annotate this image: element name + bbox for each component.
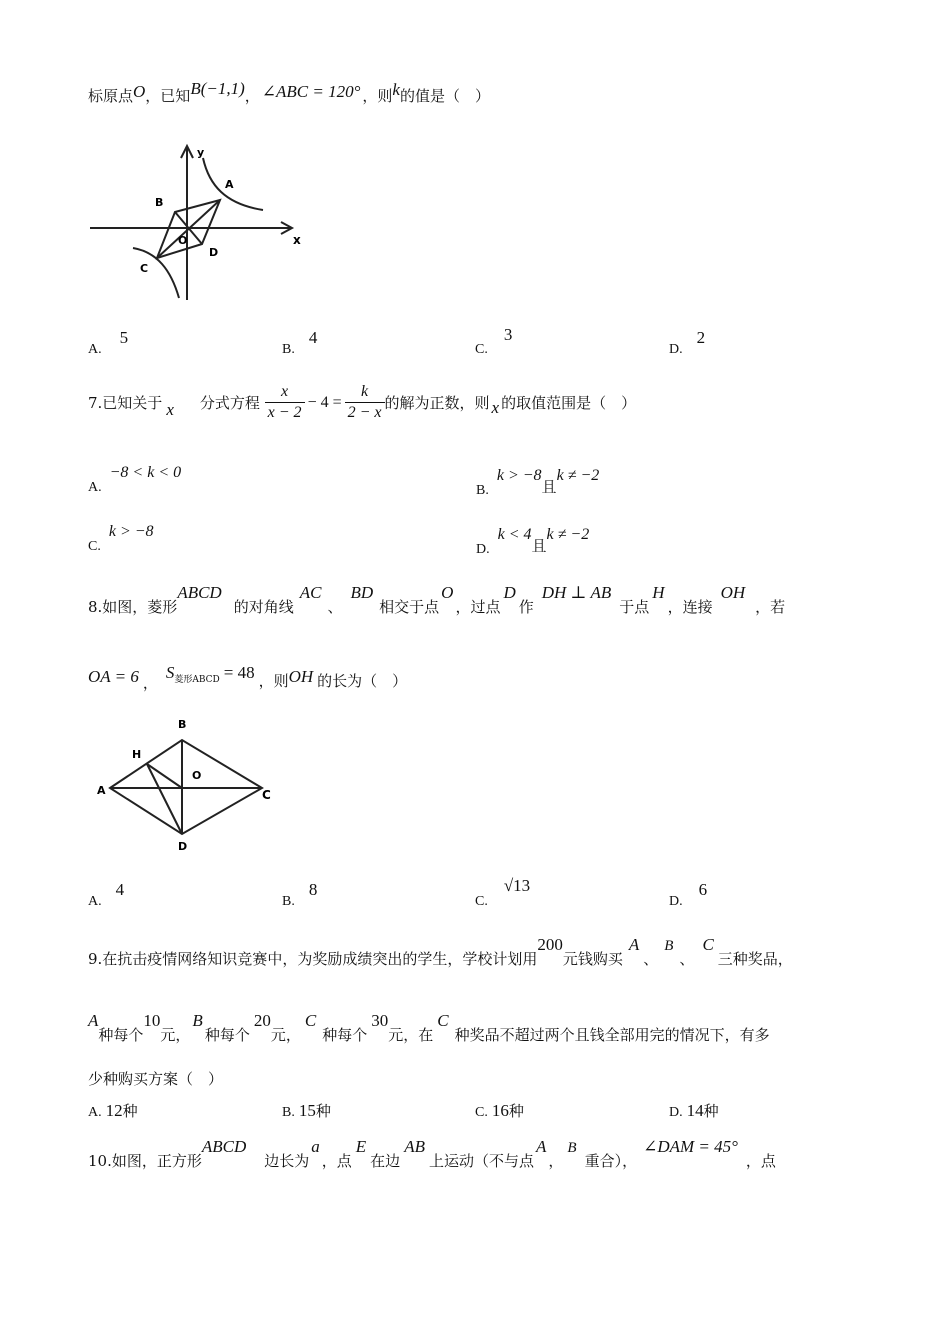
q10-angle: ∠DAM = 45° <box>643 1137 738 1156</box>
q9-option-c-value: 16 <box>491 1101 509 1120</box>
q7-option-b-extra: k ≠ −2 <box>556 467 600 484</box>
q8-text-6: ，连接 <box>667 598 713 616</box>
q6-option-d[interactable] <box>669 328 706 357</box>
q9-option-a[interactable] <box>88 1100 138 1121</box>
q10-e: E <box>355 1137 367 1156</box>
q6-label-x: x <box>293 233 301 247</box>
q7-option-d[interactable] <box>476 523 590 557</box>
q9-option-a-unit: 种 <box>122 1102 138 1120</box>
q8-figure <box>92 710 277 860</box>
q7-option-b[interactable] <box>476 464 600 498</box>
q9-a-2: A <box>88 1011 99 1030</box>
q9-option-b-letter: B. <box>282 1105 295 1120</box>
q9-prefix: 9.在抗击疫情网络知识竞赛中，为奖励成绩突出的学生，学校计划用 <box>88 950 538 968</box>
q6-text-3: ，则 <box>362 87 393 105</box>
q7-option-a[interactable] <box>88 464 182 495</box>
q6-text-2: ，已知 <box>145 87 191 105</box>
q6-option-c[interactable] <box>475 325 513 357</box>
q9-text-8: 元，在 <box>388 1026 434 1044</box>
q9-c: C <box>702 935 714 954</box>
q9-a: A <box>628 935 640 954</box>
q10-text-6: ，点 <box>745 1152 776 1170</box>
q9-question-line-2 <box>88 1010 770 1044</box>
q6-option-b-value: 4 <box>308 328 318 347</box>
q8-text-9: 的长为（ ） <box>317 672 408 690</box>
q7-option-d-extra: k ≠ −2 <box>546 526 590 543</box>
q10-text-1: 边长为 <box>264 1152 310 1170</box>
q6-option-c-letter: C. <box>475 342 488 357</box>
q7-option-d-letter: D. <box>476 542 490 557</box>
q8-option-b[interactable] <box>282 880 318 909</box>
q8-option-d-value: 6 <box>698 880 708 899</box>
q7-mid: − 4 = <box>307 393 342 411</box>
q9-text-10: 少种购买方案（ ） <box>88 1070 224 1088</box>
q9-text-5: 种每个 <box>204 1026 250 1044</box>
q8-option-b-value: 8 <box>308 880 318 899</box>
q9-text-3: 种每个 <box>98 1026 144 1044</box>
q8-option-a-letter: A. <box>88 894 102 909</box>
q7-option-c-expr: k > −8 <box>108 523 154 540</box>
q7-fraction-2 <box>345 382 385 423</box>
q8-option-a[interactable] <box>88 880 125 909</box>
q8-oa: OA = 6 <box>88 667 139 686</box>
q9-text-4: 元， <box>160 1026 191 1044</box>
q10-comma: ， <box>548 1152 564 1170</box>
q10-text-5: 重合）， <box>584 1152 638 1170</box>
q6-option-d-value: 2 <box>696 328 706 347</box>
q8-option-c-letter: C. <box>475 894 488 909</box>
q6-point-b: B(−1,1) <box>190 79 245 98</box>
q9-option-a-letter: A. <box>88 1105 102 1120</box>
q6-point-o: O <box>133 82 146 101</box>
q8-s-val: = 48 <box>223 663 255 682</box>
q7-prefix: 7.已知关于 <box>88 394 163 412</box>
q8-s: S <box>165 663 175 682</box>
q8-h: H <box>652 583 665 602</box>
q8-label-h: H <box>132 748 142 761</box>
q9-option-b[interactable] <box>282 1100 331 1121</box>
q7-text-1: 分式方程 <box>199 394 260 412</box>
q8-text-3: ，过点 <box>455 598 501 616</box>
q8-s-sub: 菱形ABCD <box>174 675 220 685</box>
q9-text-7: 种每个 <box>322 1026 368 1044</box>
q7-text-2: 的解为正数，则 <box>384 394 490 412</box>
q8-abcd: ABCD <box>177 583 222 602</box>
q9-price-c: 30 <box>371 1011 389 1030</box>
q9-option-d-unit: 种 <box>703 1102 719 1120</box>
q6-k: k <box>392 80 400 99</box>
q6-option-c-value: 3 <box>503 325 513 344</box>
q9-question-line-3 <box>88 1068 223 1089</box>
q6-text-1: 标原点 <box>88 87 134 105</box>
q9-option-b-value: 15 <box>298 1101 316 1120</box>
q6-figure <box>85 140 310 305</box>
q7-frac1-den: x − 2 <box>267 404 302 421</box>
q10-ab: AB <box>404 1137 425 1156</box>
q8-option-d[interactable] <box>669 880 708 909</box>
q8-oh-2: OH <box>288 667 314 686</box>
q8-label-o: O <box>192 769 202 782</box>
q9-text-2: 三种奖品， <box>717 950 793 968</box>
q7-option-d-expr: k < 4 <box>497 526 532 543</box>
q8-option-c-value: √13 <box>503 876 531 895</box>
q6-option-b-letter: B. <box>282 342 295 357</box>
q9-option-d[interactable] <box>669 1100 719 1121</box>
q7-option-a-letter: A. <box>88 480 102 495</box>
q8-text-4: 作 <box>518 598 534 616</box>
q8-question-line-2 <box>88 662 408 692</box>
q10-text-4: 上运动（不与点 <box>428 1152 534 1170</box>
q9-option-c-letter: C. <box>475 1105 488 1120</box>
q9-money: 200 <box>537 935 563 954</box>
q8-sep: 、 <box>327 598 343 616</box>
q9-price-a: 10 <box>143 1011 161 1030</box>
q9-sep-2: 、 <box>679 950 695 968</box>
q7-var-x-2: x <box>491 397 500 417</box>
q7-option-b-and: 且 <box>541 478 557 496</box>
q8-label-d: D <box>178 840 188 853</box>
q6-option-a-value: 5 <box>119 328 129 347</box>
q8-text-7: ，若 <box>755 598 786 616</box>
q7-frac2-den: 2 − x <box>347 404 382 421</box>
q9-text-6: 元， <box>270 1026 301 1044</box>
q9-option-d-value: 14 <box>686 1101 704 1120</box>
q6-option-b[interactable] <box>282 328 318 357</box>
q7-text-3: 的取值范围是（ ） <box>501 394 637 412</box>
q7-option-c[interactable] <box>88 523 154 554</box>
q6-comma: ， <box>244 87 260 105</box>
q8-o: O <box>441 583 454 602</box>
q9-price-b: 20 <box>253 1011 271 1030</box>
q6-text-4: 的值是（ ） <box>399 87 490 105</box>
q7-question-line <box>88 382 636 423</box>
q10-text-3: 在边 <box>370 1152 401 1170</box>
q9-option-c[interactable] <box>475 1100 524 1121</box>
q6-label-y: y <box>197 146 205 159</box>
q10-prefix: 10.如图，正方形 <box>88 1152 202 1170</box>
q8-option-a-value: 4 <box>115 880 125 899</box>
q6-option-a-letter: A. <box>88 342 102 357</box>
q8-text-2: 相交于点 <box>379 598 440 616</box>
q8-label-a: A <box>97 784 106 797</box>
q7-option-d-and: 且 <box>531 537 547 555</box>
q9-b: B <box>664 938 674 954</box>
q10-text-2: ，点 <box>321 1152 352 1170</box>
q7-option-a-expr: −8 < k < 0 <box>109 464 182 481</box>
q7-option-b-expr: k > −8 <box>496 467 542 484</box>
q7-var-x: x <box>166 399 174 419</box>
q10-question-line <box>88 1136 776 1170</box>
q6-label-c: C <box>140 262 149 275</box>
q7-option-c-letter: C. <box>88 539 101 554</box>
q6-angle: ∠ABC = 120° <box>261 82 361 101</box>
q7-option-b-letter: B. <box>476 483 489 498</box>
q9-option-b-unit: 种 <box>315 1102 331 1120</box>
q8-label-c: C <box>262 788 271 802</box>
q6-label-b: B <box>155 196 164 209</box>
q6-label-d: D <box>209 246 219 259</box>
q6-option-d-letter: D. <box>669 342 683 357</box>
q9-c-3: C <box>437 1011 449 1030</box>
q9-text-9: 种奖品不超过两个且钱全部用完的情况下，有多 <box>454 1026 770 1044</box>
q9-option-c-unit: 种 <box>508 1102 524 1120</box>
q9-text-1: 元钱购买 <box>562 950 623 968</box>
q9-b-2: B <box>192 1011 203 1030</box>
q10-point-b: B <box>567 1140 577 1156</box>
q8-text-5: 于点 <box>619 598 650 616</box>
q7-frac1-num: x <box>265 382 305 403</box>
q8-comma: ， <box>142 674 158 692</box>
q10-abcd: ABCD <box>201 1137 247 1156</box>
q9-sep-1: 、 <box>643 950 659 968</box>
q6-question-line <box>88 79 490 106</box>
q8-question-line-1 <box>88 582 786 616</box>
q8-ac: AC <box>299 583 322 602</box>
q8-bd: BD <box>350 583 374 602</box>
q7-frac2-num: k <box>345 382 385 403</box>
q8-option-d-letter: D. <box>669 894 683 909</box>
q9-option-a-value: 12 <box>105 1101 123 1120</box>
q8-oh: OH <box>720 583 746 602</box>
q8-option-c[interactable] <box>475 876 531 909</box>
q10-a: a <box>311 1137 320 1156</box>
q9-question-line-1 <box>88 934 793 968</box>
q8-text-8: ，则 <box>258 672 289 690</box>
q6-option-a[interactable] <box>88 328 129 357</box>
q8-d: D <box>503 583 516 602</box>
q8-option-b-letter: B. <box>282 894 295 909</box>
q8-prefix: 8.如图，菱形 <box>88 598 178 616</box>
q6-label-o: O <box>178 234 188 247</box>
q7-fraction-1 <box>265 382 305 423</box>
q9-option-d-letter: D. <box>669 1105 683 1120</box>
q9-c-2: C <box>304 1011 317 1030</box>
q10-point-a: A <box>535 1137 547 1156</box>
q8-text-1: 的对角线 <box>233 598 294 616</box>
q6-label-a: A <box>225 178 234 191</box>
q8-label-b: B <box>178 718 187 731</box>
q8-dh-perp-ab: DH ⊥ AB <box>541 583 612 602</box>
